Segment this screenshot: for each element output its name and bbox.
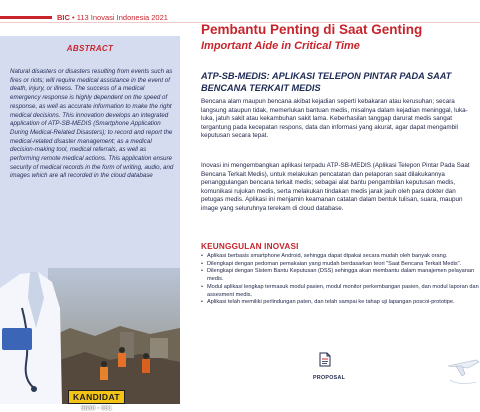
header-brand: BIC	[57, 12, 70, 22]
header-separator: •	[72, 12, 75, 22]
proposal-label: PROPOSAL	[313, 375, 346, 381]
article-paragraph-2: Inovasi ini mengembangkan aplikasi terpadu ATP-SB-MEDIS (Aplikasi Telepon Pintar Pada Saat Bencana Terkait Medis), untuk melakukan pencatatan dan pelaporan saat dilakukannya penanggulangan bencana terkait medis; sebagai alat bantu pengambilan keputusan medis, komunikasi rujukan medis, serta melakukan tindakan medis jarak jauh oleh para dokter dan petugas medis. Aplikasi ini menjamin keamanan catatan dalam bentuk tulisan, suara, maupun image yang seluruhnya terekam di cloud database.	[201, 162, 470, 212]
abstract-body: Natural disasters or disasters resulting from events such as fires or riots; will require medical assistance in the event of death, injury, or illness. The success of a medical emergency response is highly dependent on the speed of response, as well as accurate information to make the right medical decisions. This innovation develops an integrated application of ATP-SB-MEDIS (Smartphone Application During Medical-Related Disasters); to record and report the medical-related disaster management; as a medical decision-making tool, medical referrals, as well as performing remote medical actions. This application ensure security of medical records in the form of writing, audio, and images which are all recorded in the cloud database	[10, 68, 174, 180]
list-item: • Modul aplikasi lengkap termasuk modul pasien, modul monitor perkembangan pasien, dan modul laporan dan assesment medis.	[201, 284, 479, 299]
header-edition: 113 Inovasi Indonesia 2021	[76, 12, 168, 22]
article-heading: ATP-SB-MEDIS: APLIKASI TELEPON PINTAR PADA SAAT BENCANA TERKAIT MEDIS	[201, 71, 452, 93]
article-paragraph-1: Bencana alam maupun bencana akibat kejadian seperti kebakaran atau kerusuhan; secara langsung ataupun tidak, memerlukan bantuan medis, misalnya dalam kejadian meninggal, luka-luka, jatuh sakit atau kekambuhan sakit lama. Keberhasilan tanggap darurat medis sangat tergantung pada kecepatan respons, data dan informasi yang akurat, agar dapat mengambil keputusan secara tepat.	[201, 98, 468, 140]
list-item: • Dilengkapi dengan pedoman pemakaian yang mudah berdasarkan teori "Saat Bencana Terkait Medis".	[201, 261, 479, 269]
candidate-label: KANDIDAT	[68, 390, 125, 404]
list-item: • Aplikasi telah memiliki perlindungan paten, dan telah sampai ke tahap uji lapangan poscoi-prototipe.	[201, 299, 479, 307]
candidate-badge	[68, 390, 125, 412]
list-item: • Dilengkapi dengan Sistem Bantu Keputusan (DSS) sehingga akan membantu dalam manajemen pelayanan medis.	[201, 268, 479, 283]
candidate-number: 5880 - 031	[80, 405, 113, 412]
document-icon	[319, 352, 331, 367]
header-accent-bar	[0, 16, 52, 19]
main-title: Pembantu Penting di Saat Genting	[201, 22, 423, 37]
abstract-panel	[0, 36, 180, 412]
advantages-title: KEUNGGULAN INOVASI	[201, 242, 299, 251]
advantages-list	[201, 253, 479, 307]
airplane-icon	[446, 352, 480, 392]
abstract-title: ABSTRACT	[66, 44, 114, 53]
list-item: • Aplikasi berbasis smartphone Android, sehingga dapat dipakai secara mudah oleh banyak orang.	[201, 253, 479, 261]
main-subtitle-en: Important Aide in Critical Time	[201, 40, 360, 52]
disaster-photo	[0, 268, 180, 404]
header-text	[57, 13, 168, 22]
